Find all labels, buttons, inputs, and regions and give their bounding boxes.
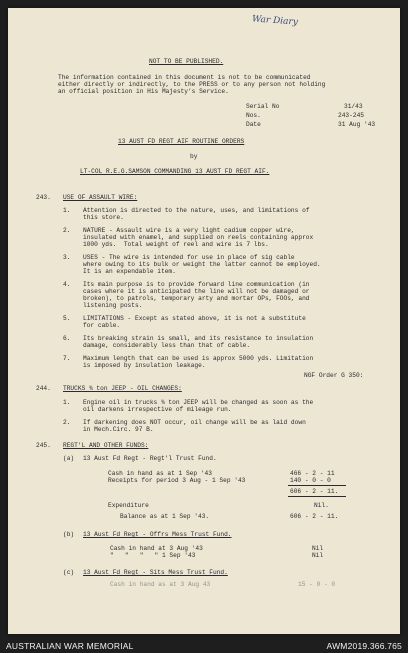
order-244-item-2-line: in Mech.Circ. 97 B.	[83, 426, 154, 433]
order-243-item-7-line: is imposed by insulation leakage.	[83, 362, 206, 369]
notice-line-2: either directly or indirectly, to the PRESS or to any person not holding	[58, 81, 326, 88]
handwritten-note: War Diary	[251, 14, 299, 28]
fund-b-row-value: Nil	[312, 552, 324, 559]
fund-a-balance-value: 606 - 2 - 11.	[290, 513, 339, 520]
fund-a-balance-label: Balance as at 1 Sep '43.	[120, 513, 210, 520]
order-243-item-5-line: LIMITATIONS - Except as stated above, it is not a substitute	[83, 315, 306, 322]
footer-credit: AUSTRALIAN WAR MEMORIAL	[6, 641, 134, 651]
sum-rule	[288, 496, 346, 497]
order-243-item-7-line: Maximum length that can be used is approx 5000 yds. Limitation	[83, 355, 314, 362]
orders-title: 13 AUST FD REGT AIF ROUTINE ORDERS	[118, 138, 245, 145]
orders-by: by	[190, 153, 198, 160]
order-243-item-2-line: NATURE - Assault wire is a very light cadium copper wire,	[83, 227, 295, 234]
order-243-item-4-line: Its main purpose is to provide forward line communication (in	[83, 281, 310, 288]
fund-b-title: 13 Aust Fd Regt - Offrs Mess Trust Fund.	[83, 531, 232, 538]
nos-value: 243-245	[338, 112, 364, 119]
fund-a-expenditure-value: Nil.	[314, 502, 329, 509]
order-243-item-3-line: where owing to its bulk or weight the latter cannot be employed.	[83, 261, 321, 268]
order-243-item-1-line: this store.	[83, 214, 124, 221]
order-244-item-2-num: 2.	[63, 419, 71, 426]
date-label: Date	[246, 121, 261, 128]
fund-c-title: 13 Aust Fd Regt - Sits Mess Trust Fund.	[83, 569, 228, 576]
order-244-number: 244.	[36, 385, 51, 392]
date-value: 31 Aug '43	[338, 121, 376, 128]
nos-label: Nos.	[246, 112, 261, 119]
notice-line-3: an official position in His Majesty's Service.	[58, 88, 229, 95]
order-243-number: 243.	[36, 194, 51, 201]
order-243-item-4-line: listening posts.	[83, 302, 143, 309]
order-243-item-7-num: 7.	[63, 355, 71, 362]
fund-a-row-value: 140 - 0 - 0	[290, 477, 331, 484]
fund-a-row-text: Receipts for period 3 Aug - 1 Sep '43	[108, 477, 246, 484]
footer-accession-number: AWM2019.366.765	[326, 641, 402, 651]
serial-value: 31/43	[344, 103, 363, 110]
order-244-item-1-line: oil darkens irrespective of mileage run.	[83, 406, 232, 413]
order-243-item-2-line: 1000 yds. Total weight of reel and wire is 7 lbs.	[83, 241, 269, 248]
order-243-title: USE OF ASSAULT WIRE:	[63, 194, 138, 201]
commander: LT-COL R.E.G.SAMSON COMMANDING 13 AUST FD REGT AIF.	[80, 168, 270, 175]
order-243-item-1-num: 1.	[63, 207, 71, 214]
fund-a-total: 606 - 2 - 11.	[290, 488, 339, 495]
footer-bar	[0, 640, 408, 653]
order-243-item-4-line: broken), to patrols, temporary arty and mortar OPs, FOOs, and	[83, 295, 310, 302]
order-243-item-2-line: insulated with enamel, and supplied on reels containing approx	[83, 234, 314, 241]
fund-b-row-text: Cash in hand at 3 Aug '43	[110, 545, 203, 552]
order-244-item-2-line: If darkening does NOT occur, oil change will be as laid down	[83, 419, 306, 426]
fund-b-row-text: " " " " 1 Sep '43	[110, 552, 196, 559]
order-243-item-4-num: 4.	[63, 281, 71, 288]
fund-c-row-text: Cash in hand as at 3 Aug 43	[110, 581, 211, 588]
fund-c-row-value: 15 - 0 - 0	[298, 581, 336, 588]
fund-a-expenditure-label: Expenditure	[108, 502, 149, 509]
sum-rule	[288, 485, 346, 486]
fund-b-label: (b)	[63, 531, 75, 538]
order-243-item-3-line: It is an expendable item.	[83, 268, 176, 275]
order-244-title: TRUCKS ¾ ton JEEP - OIL CHANGES:	[63, 385, 182, 392]
order-243-reference: NGF Order G 350:	[304, 372, 364, 379]
order-243-item-3-num: 3.	[63, 254, 71, 261]
order-243-item-6-num: 6.	[63, 335, 71, 342]
order-243-item-3-line: USES - The wire is intended for use in place of sig cable	[83, 254, 295, 261]
order-243-item-6-line: Its breaking strain is small, and its resistance to insulation	[83, 335, 314, 342]
heading: NOT TO BE PUBLISHED.	[149, 58, 224, 65]
order-243-item-4-line: cases where it is anticipated the line will not be damaged or	[83, 288, 310, 295]
fund-a-title: 13 Aust Fd Regt - Regt'l Trust Fund.	[83, 455, 217, 462]
fund-a-label: (a)	[63, 455, 75, 462]
fund-c-label: (c)	[63, 569, 75, 576]
notice-line-1: The information contained in this document is not to be communicated	[58, 74, 311, 81]
order-244-item-1-line: Engine oil in trucks ¾ ton JEEP will be changed as soon as the	[83, 399, 314, 406]
fund-a-row-value: 466 - 2 - 11	[290, 470, 335, 477]
order-245-title: REGT'L AND OTHER FUNDS:	[63, 442, 149, 449]
serial-label: Serial No	[246, 103, 280, 110]
order-243-item-2-num: 2.	[63, 227, 71, 234]
order-243-item-5-line: for cable.	[83, 322, 121, 329]
order-244-item-1-num: 1.	[63, 399, 71, 406]
order-243-item-1-line: Attention is directed to the nature, uses, and limitations of	[83, 207, 310, 214]
order-243-item-6-line: damage, considerably less than that of cable.	[83, 342, 251, 349]
order-245-number: 245.	[36, 442, 51, 449]
fund-b-row-value: Nil	[312, 545, 324, 552]
order-243-item-5-num: 5.	[63, 315, 71, 322]
fund-a-row-text: Cash in hand as at 1 Sep '43	[108, 470, 212, 477]
document-page	[8, 8, 400, 634]
